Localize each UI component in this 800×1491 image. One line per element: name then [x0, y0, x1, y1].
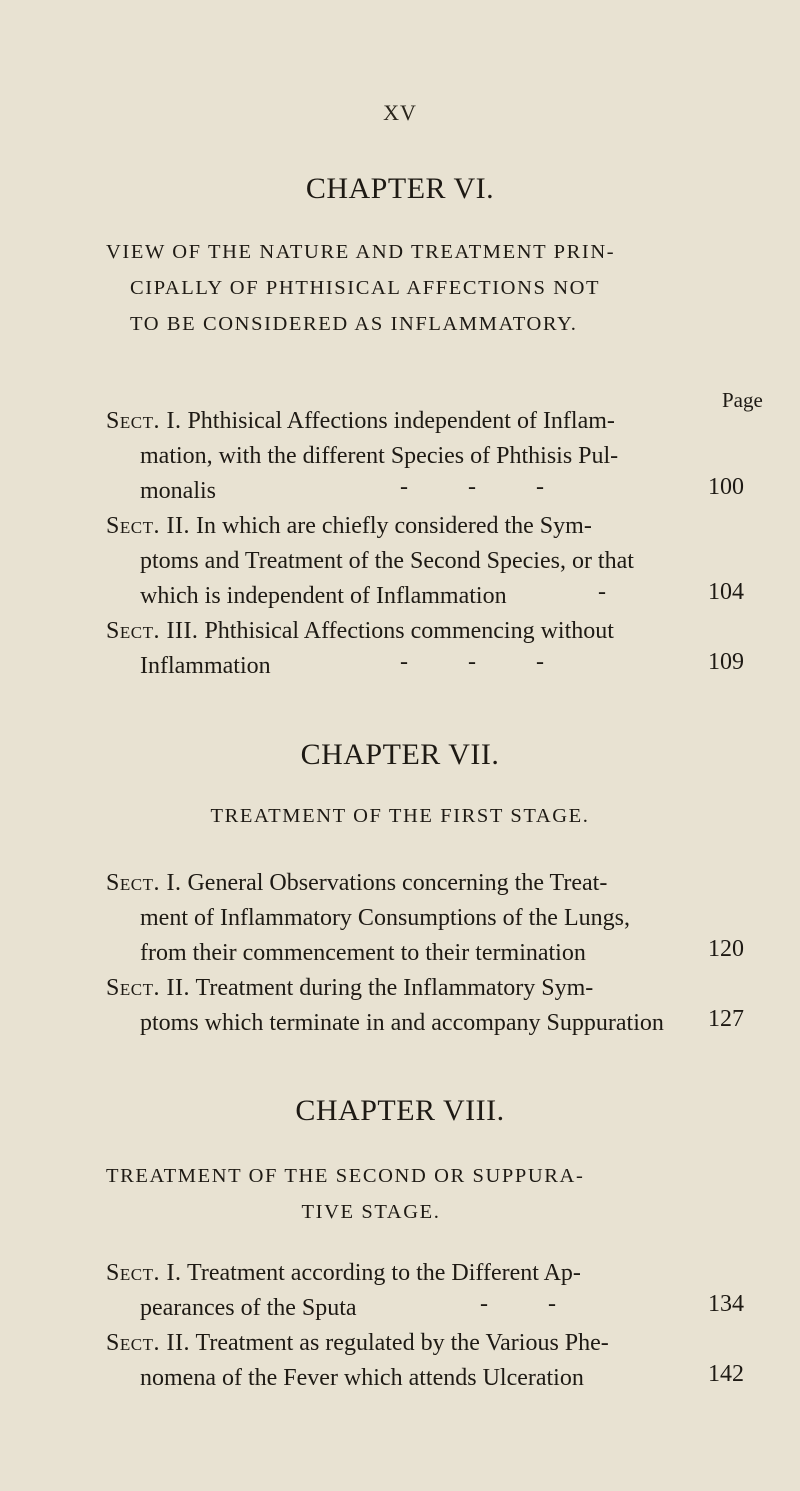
entry-text: Phthisical Affections commencing without: [204, 618, 614, 644]
section-label: Sect. I.: [106, 408, 182, 434]
page-number: 100: [708, 474, 744, 500]
leader-dots: - - -: [400, 474, 544, 500]
entry-text: Phthisical Affections independent of Inflam-: [187, 408, 615, 434]
entry-text: In which are chiefly considered the Sym-: [195, 513, 592, 539]
leader-dots: - -: [480, 1291, 556, 1317]
chapter-vii-title: CHAPTER VII.: [300, 738, 500, 771]
entry-text: General Observations concerning the Treat-: [187, 870, 608, 896]
entry-text: from their commencement to their termination: [140, 940, 586, 966]
entry-text: ment of Inflammatory Consumptions of the Lungs,: [140, 905, 630, 931]
entry-text: nomena of the Fever which attends Ulceration: [140, 1365, 584, 1391]
section-label: Sect. III.: [106, 618, 199, 644]
entry-text: Treatment during the Inflammatory Sym-: [195, 975, 594, 1001]
section-label: Sect. II.: [106, 1330, 190, 1356]
subtitle-line: TREATMENT OF THE SECOND OR SUPPURA-: [106, 1165, 585, 1187]
leader-dots: -: [598, 579, 606, 605]
toc-entry: [106, 614, 690, 684]
section-label: Sect. II.: [106, 513, 190, 539]
entry-text: pearances of the Sputa: [140, 1295, 357, 1321]
subtitle-line: CIPALLY OF PHTHISICAL AFFECTIONS NOT: [130, 277, 601, 299]
chapter-vi-subtitle: [106, 234, 746, 342]
toc-entry: [106, 1256, 690, 1326]
entry-text: Treatment according to the Different Ap-: [187, 1260, 581, 1286]
chapter-vii-subtitle: TREATMENT OF THE FIRST STAGE.: [210, 805, 590, 827]
toc-entry: [106, 866, 690, 971]
entry-text: mation, with the different Species of Phthisis Pul-: [140, 443, 619, 469]
subtitle-line: VIEW OF THE NATURE AND TREATMENT PRIN-: [106, 241, 616, 263]
entry-text: which is independent of Inflammation: [140, 583, 507, 609]
leader-dots: - - -: [400, 649, 544, 675]
page-column-label: Page: [722, 388, 763, 412]
section-label: Sect. I.: [106, 1260, 182, 1286]
page-number: 120: [708, 936, 744, 962]
toc-entry: [106, 1326, 690, 1396]
entry-text: Treatment as regulated by the Various Phe-: [195, 1330, 609, 1356]
page-folio: XV: [383, 100, 417, 125]
toc-entry: [106, 404, 690, 509]
subtitle-line: TIVE STAGE.: [301, 1201, 441, 1223]
chapter-viii-title: CHAPTER VIII.: [295, 1094, 505, 1127]
page-number: 142: [708, 1361, 744, 1387]
page-number: 134: [708, 1291, 744, 1317]
subtitle-line: TO BE CONSIDERED AS INFLAMMATORY.: [130, 313, 578, 335]
page-number: 109: [708, 649, 744, 675]
section-label: Sect. II.: [106, 975, 190, 1001]
chapter-vi-title: CHAPTER VI.: [305, 172, 495, 205]
entry-text: monalis: [140, 478, 216, 504]
page-number: 104: [708, 579, 744, 605]
entry-text: Inflammation: [140, 653, 271, 679]
entry-text: ptoms which terminate in and accompany Suppuration: [140, 1010, 664, 1036]
toc-entry: [106, 971, 690, 1041]
page-number: 127: [708, 1006, 744, 1032]
chapter-viii-subtitle: [106, 1158, 746, 1230]
section-label: Sect. I.: [106, 870, 182, 896]
entry-text: ptoms and Treatment of the Second Species, or that: [140, 548, 634, 574]
